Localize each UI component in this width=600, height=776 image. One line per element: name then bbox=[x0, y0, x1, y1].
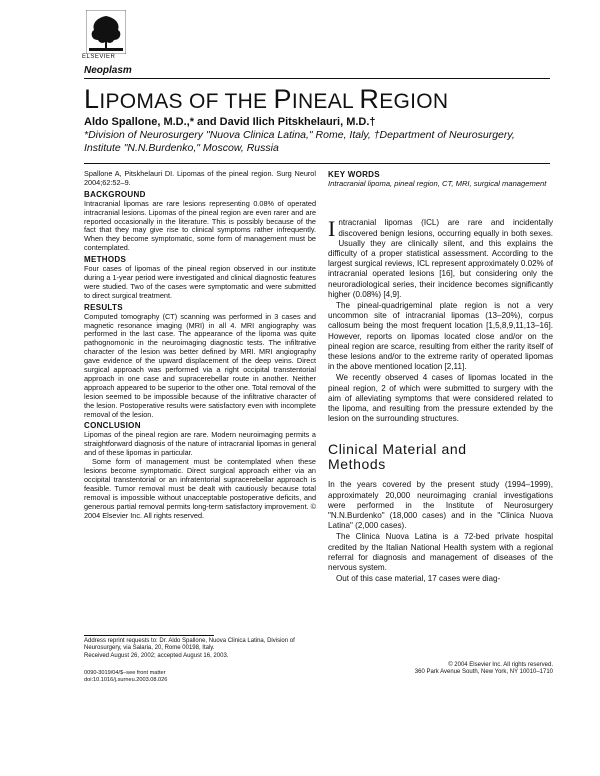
section-label: Neoplasm bbox=[84, 65, 132, 76]
copyright-line: © 2004 Elsevier Inc. All rights reserved. bbox=[448, 662, 553, 668]
background-heading: BACKGROUND bbox=[84, 189, 146, 199]
methods-paragraph-3: Out of this case material, 17 cases were diag- bbox=[336, 574, 501, 584]
keywords-text: Intracranial lipoma, pineal region, CT, MRI, surgical management bbox=[328, 179, 547, 189]
doi-line: doi:10.1016/j.surneu.2003.08.026 bbox=[84, 676, 168, 683]
background-text: Intracranial lipomas are rare lesions representing 0.08% of operated intracranial lesions. Lipomas of the pineal region are even rarer and are reported occasionally in the literature. This is possibly because of the fact that they may give rise to clinical symptoms rather infrequently. When they become symptomatic, some form of management must be contemplated. bbox=[84, 198, 316, 253]
copyright-block bbox=[328, 662, 553, 677]
conclusion-text-2: Some form of management must be contemplated when these lesions become symptomatic. Direct surgical approach either via an occipital transtentorial or an infratentorial supracerebellar approach is feasible. Tumor removal must be dealt with cautiously because total removal is impossible without unacceptable postoperative deficits, and generous partial removal permits long-term satisfactory improvement. © 2004 Elsevier Inc. All rights reserved. bbox=[84, 457, 316, 520]
drop-cap: I bbox=[328, 216, 336, 242]
intro-paragraph-2: The pineal-quadrigeminal plate region is not a very uncommon site of intracranial lipomas (13–20%), corpus callosum being the most frequent location [1,5,8,9,11,13–16]. However, reports on lipomas located close and/or on the pineal region are scarce, resulting from either the rarity itself of these lesions and/or to the extreme rarity of operated lipomas in the above mentioned location [2,11]. bbox=[328, 301, 553, 372]
main-body bbox=[328, 170, 553, 586]
received-note: Received August 26, 2002; accepted August 16, 2003. bbox=[84, 652, 229, 659]
methods-paragraph-2: The Clinica Nuova Latina is a 72-bed private hospital credited by the Italian National Health system with a regional referral for diagnosis and management of diseases of the nervous system. bbox=[328, 532, 553, 573]
intro-paragraph-1: Intracranial lipomas (ICL) are rare and incidentally discovered benign lesions, occurring equally in both sexes. Usually they are clinically silent, and this explains the difficulty of a proper statistical assessment. According to the largest surgical reviews, ICL represent approximately 0.02% of intracranial operated lesions [16], but considering only the neuroradiological series, their incidence becomes significantly higher (0.08%) [4,9]. bbox=[328, 216, 553, 299]
footnote-rule bbox=[84, 635, 214, 636]
methods-heading: METHODS bbox=[84, 255, 127, 265]
affiliation: *Division of Neurosurgery "Nuova Clinica Latina," Rome, Italy, †Department of Neurosurgery, Institute "N.N.Burdenko," Moscow, Russia bbox=[84, 129, 515, 154]
section-heading: Clinical Material and Methods bbox=[328, 441, 467, 473]
abstract bbox=[84, 170, 316, 520]
results-heading: RESULTS bbox=[84, 302, 123, 312]
methods-paragraph-1: In the years covered by the present study (1994–1999), approximately 20,000 neuroimaging cranial investigations were performed in the Institute of Neurosurgery "N.N.Burdenko" (18,000 cases) and in the "Clinica Nuova Latina" (2,000 cases). bbox=[328, 480, 553, 531]
footnote bbox=[84, 638, 316, 660]
elsevier-tree-icon bbox=[86, 10, 126, 54]
results-text: Computed tomography (CT) scanning was performed in 3 cases and magnetic resonance imaging (MRI) in all 4. MRI angiography was performed in the last case. The appearance of the lipoma was quite pathognomonic in the neuroimaging diagnostic tests. The infiltrative character of the lesion was better defined by MRI. MRI angiography gave evidence of the upward displacement of the deep veins. Direct surgical approach was performed via a right occipital transtentorial approach in one case and supracerebellar route in another. Neither approach appeared to be superior to the other one. Total removal of the lesion seemed to be impossible because of the infiltrative character of the lesion. Postoperative results were satisfactory even with incomplete removal of the lesion. bbox=[84, 311, 316, 419]
authors: Aldo Spallone, M.D.,* and David Ilich Pitskhelauri, M.D.† bbox=[84, 116, 376, 128]
article-title: LIPOMAS OF THE PINEAL REGION bbox=[84, 84, 449, 114]
conclusion-heading: CONCLUSION bbox=[84, 421, 141, 431]
publisher-address: 360 Park Avenue South, New York, NY 10010–1710 bbox=[414, 669, 553, 676]
conclusion-text-1: Lipomas of the pineal region are rare. Modern neuroimaging permits a straightforward diagnosis of the nature of intracranial lipomas in general and of these lipomas in particular. bbox=[84, 430, 316, 458]
title-rule bbox=[84, 163, 550, 164]
header-rule bbox=[84, 78, 550, 79]
intro-paragraph-3: We recently observed 4 cases of lipomas located in the pineal region, 2 of which were submitted to surgery with the aim of alleviating symptoms that were considered related to the lipoma, and resulting from the pressure extended by the lesion on the surrounding structures. bbox=[328, 373, 553, 424]
publisher-logo-text: ELSEVIER bbox=[82, 54, 116, 60]
citation: Spallone A, Pitskhelauri DI. Lipomas of the pineal region. Surg Neurol 2004;62:52–9. bbox=[84, 169, 316, 187]
correspondence-note: Address reprint requests to: Dr. Aldo Spallone, Nuova Clinica Latina, Division of Neurosurgery, via Salaria, 20, Rome 00198, Italy. bbox=[84, 638, 295, 652]
methods-text: Four cases of lipomas of the pineal region observed in our institute during a 1-year period were investigated and clinical diagnostic features were studied. Two of the cases were symptomatic and were submitted to direct surgical treatment. bbox=[84, 264, 316, 300]
keywords-heading: KEY WORDS bbox=[328, 170, 380, 179]
issn-block bbox=[84, 670, 316, 684]
issn-line: 0090-3019/04/$–see front matter bbox=[84, 670, 166, 676]
